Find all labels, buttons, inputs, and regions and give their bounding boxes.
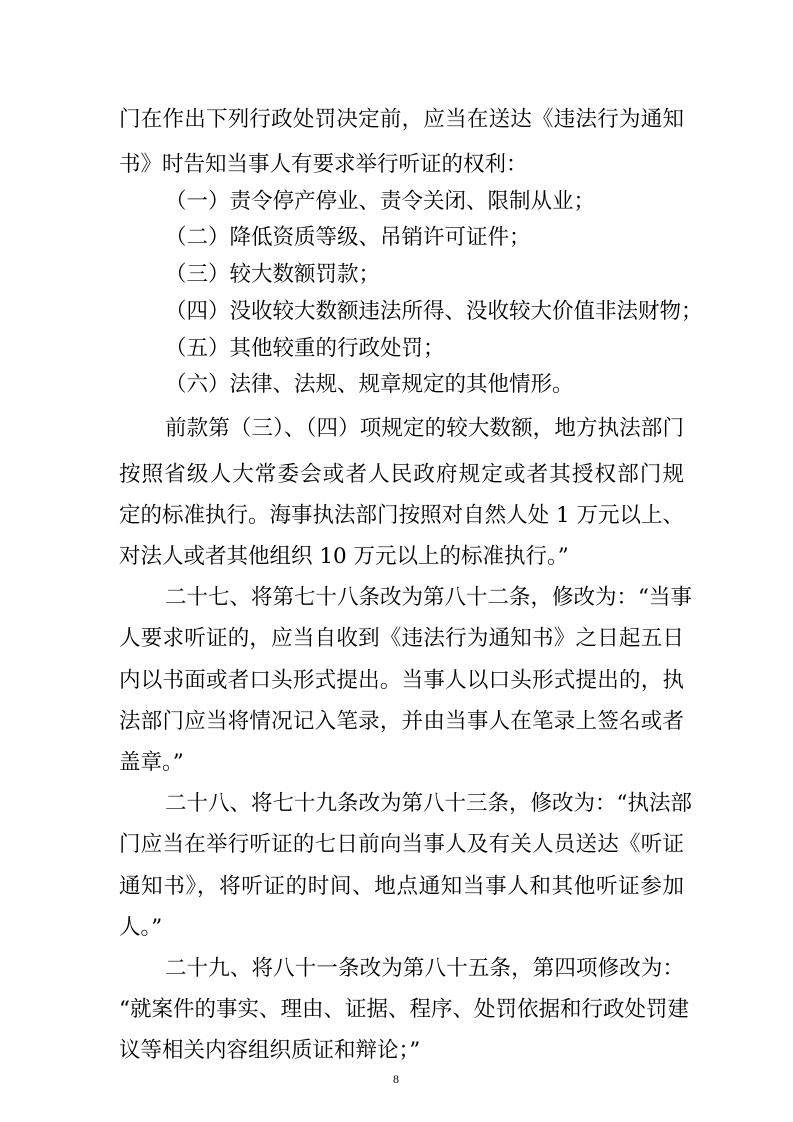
text-line: 议等相关内容组织质证和辩论；” <box>119 1038 421 1063</box>
text-line: 人。” <box>119 915 163 940</box>
text-line: 二十九、将八十一条改为第八十五条，第四项修改为： <box>165 956 684 981</box>
text-line: 二十七、将第七十八条改为第八十二条，修改为：“当事 <box>165 585 692 610</box>
list-item: （五）其他较重的行政处罚； <box>165 336 445 361</box>
text-line: 内以书面或者口头形式提出。当事人以口头形式提出的，执 <box>119 668 684 693</box>
text-line: 定的标准执行。海事执法部门按照对自然人处 1 万元以上、 <box>119 503 684 528</box>
text-line: 书》时告知当事人有要求举行听证的权利： <box>119 152 528 177</box>
list-item: （六）法律、法规、规章规定的其他情形。 <box>165 372 574 397</box>
text-line: 前款第（三）、（四）项规定的较大数额，地方执法部门 <box>165 416 684 441</box>
page-number: 8 <box>393 1072 399 1086</box>
list-item: （二）降低资质等级、吊销许可证件； <box>165 225 531 250</box>
list-item: （一）责令停产停业、责令关闭、限制从业； <box>165 189 596 214</box>
text-line: 对法人或者其他组织 10 万元以上的标准执行。” <box>119 544 569 569</box>
text-line: 盖章。” <box>119 750 184 775</box>
list-item: （三）较大数额罚款； <box>165 262 381 287</box>
list-item: （四）没收较大数额违法所得、没收较大价值非法财物； <box>165 299 703 324</box>
text-line: 按照省级人大常委会或者人民政府规定或者其授权部门规 <box>119 462 684 487</box>
text-line: 通知书》，将听证的时间、地点通知当事人和其他听证参加 <box>119 874 684 899</box>
text-line: 法部门应当将情况记入笔录，并由当事人在笔录上签名或者 <box>119 709 684 734</box>
text-line: 门应当在举行听证的七日前向当事人及有关人员送达《听证 <box>119 832 684 857</box>
text-line: “就案件的事实、理由、证据、程序、处罚依据和行政处罚建 <box>119 997 689 1022</box>
text-line: 门在作出下列行政处罚决定前，应当在送达《违法行为通知 <box>119 107 684 132</box>
text-line: 二十八、将七十九条改为第八十三条，修改为：“执法部 <box>165 791 692 816</box>
text-line: 人要求听证的，应当自收到《违法行为通知书》之日起五日 <box>119 626 684 651</box>
